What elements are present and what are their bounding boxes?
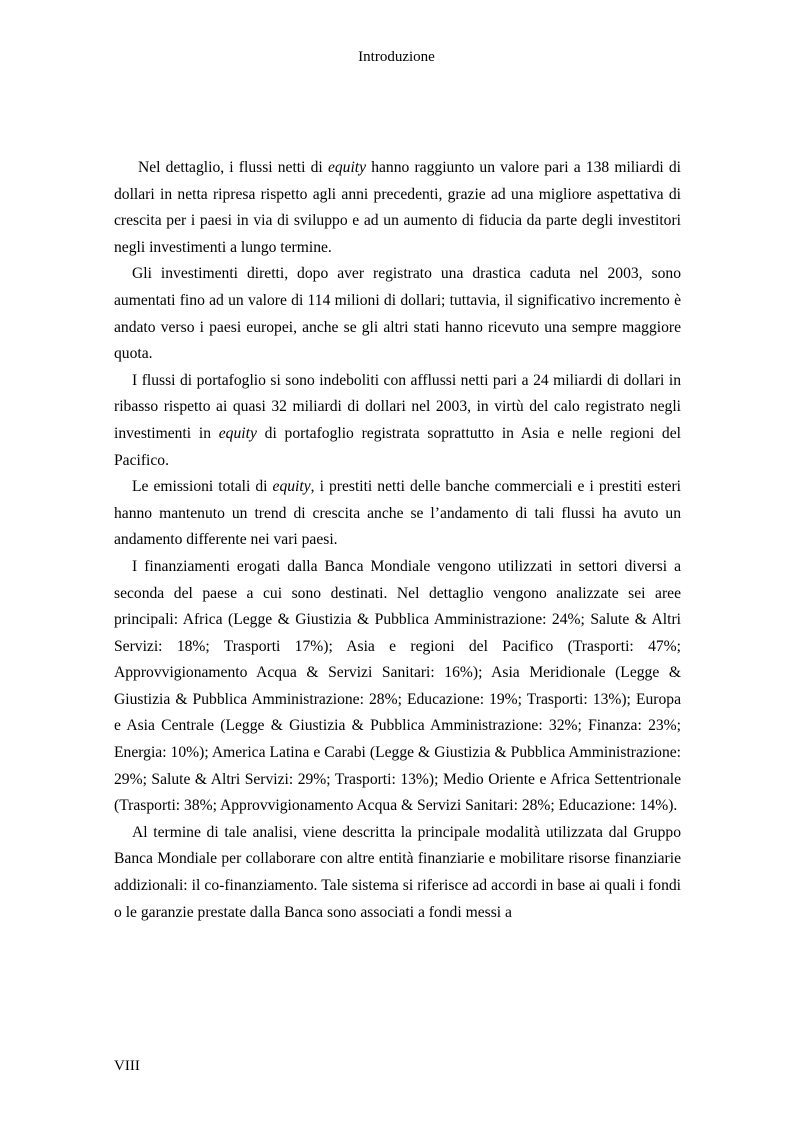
- paragraph-text: Le emissioni totali di: [132, 478, 273, 496]
- italic-term: equity: [327, 159, 367, 176]
- paragraph-text: Nel dettaglio, i flussi netti di: [138, 159, 328, 176]
- paragraph: [114, 820, 681, 926]
- italic-term: equity: [218, 424, 257, 442]
- paragraph: [114, 261, 681, 367]
- paragraph-text: di portafoglio registrata soprattutto in Asia e nelle regioni del Pacifico.: [114, 424, 681, 469]
- page-header: [0, 47, 793, 67]
- running-title: Introduzione: [358, 49, 435, 65]
- paragraph-text: , i prestiti netti delle banche commerciali e i prestiti esteri hanno mantenuto un trend di crescita anche se l’andamento di tali flussi ha avuto un andamento differente nei vari paesi.: [114, 478, 681, 549]
- paragraph: [114, 474, 681, 554]
- paragraph-text: Al termine di tale analisi, viene descritta la principale modalità utilizzata dal Gruppo Banca Mondiale per collaborare con altre entità finanziarie e mobilitare risorse finanziarie addizionali: il co-finanziamento. Tale sistema si riferisce ad accordi in base ai quali i fondi o le garanzie prestate dalla Banca sono associati a fondi messi a: [114, 823, 681, 921]
- paragraph: [114, 155, 681, 261]
- paragraph-text: Gli investimenti diretti, dopo aver registrato una drastica caduta nel 2003, sono aumentati fino ad un valore di 114 milioni di dollari; tuttavia, il significativo incremento è andato verso i paesi europei, anche se gli altri stati hanno ricevuto una sempre maggiore quota.: [114, 265, 681, 363]
- paragraph-text: I flussi di portafoglio si sono indeboliti con afflussi netti pari a 24 miliardi di dollari in ribasso rispetto ai quasi 32 miliardi di dollari nel 2003, in virtù del calo registrato negli investimenti in: [114, 371, 681, 442]
- italic-term: equity: [272, 478, 311, 496]
- page-number: VIII: [114, 1058, 140, 1074]
- paragraph-text: I finanziamenti erogati dalla Banca Mondiale vengono utilizzati in settori diversi a seconda del paese a cui sono destinati. Nel dettaglio vengono analizzate sei aree principali: Africa (Legge & Giustizia & Pubblica Amministrazione: 24%; Salute & Altri Servizi: 18%; Trasporti 17%); Asia e regioni del Pacifico (Trasporti: 47%; Approvvigionamento Acqua & Servizi Sanitari: 16%); Asia Meridionale (Legge & Giustizia & Pubblica Amministrazione: 28%; Educazione: 19%; Trasporti: 13%); Europa e Asia Centrale (Legge & Giustizia & Pubblica Amministrazione: 32%; Finanza: 23%; Energia: 10%); America Latina e Carabi (Legge & Giustizia & Pubblica Amministrazione: 29%; Salute & Altri Servizi: 29%; Trasporti: 13%); Medio Oriente e Africa Settentrionale (Trasporti: 38%; Approvvigionamento Acqua & Servizi Sanitari: 28%; Educazione: 14%).: [114, 557, 681, 815]
- paragraph-text: hanno raggiunto un valore pari a 138 miliardi di dollari in netta ripresa rispetto agli anni precedenti, grazie ad una migliore aspettativa di crescita per i paesi in via di sviluppo e ad un aumento di fiducia da parte degli investitori negli investimenti a lungo termine.: [114, 159, 681, 256]
- body-text: [114, 155, 681, 926]
- paragraph: [114, 554, 681, 820]
- paragraph: [114, 368, 681, 474]
